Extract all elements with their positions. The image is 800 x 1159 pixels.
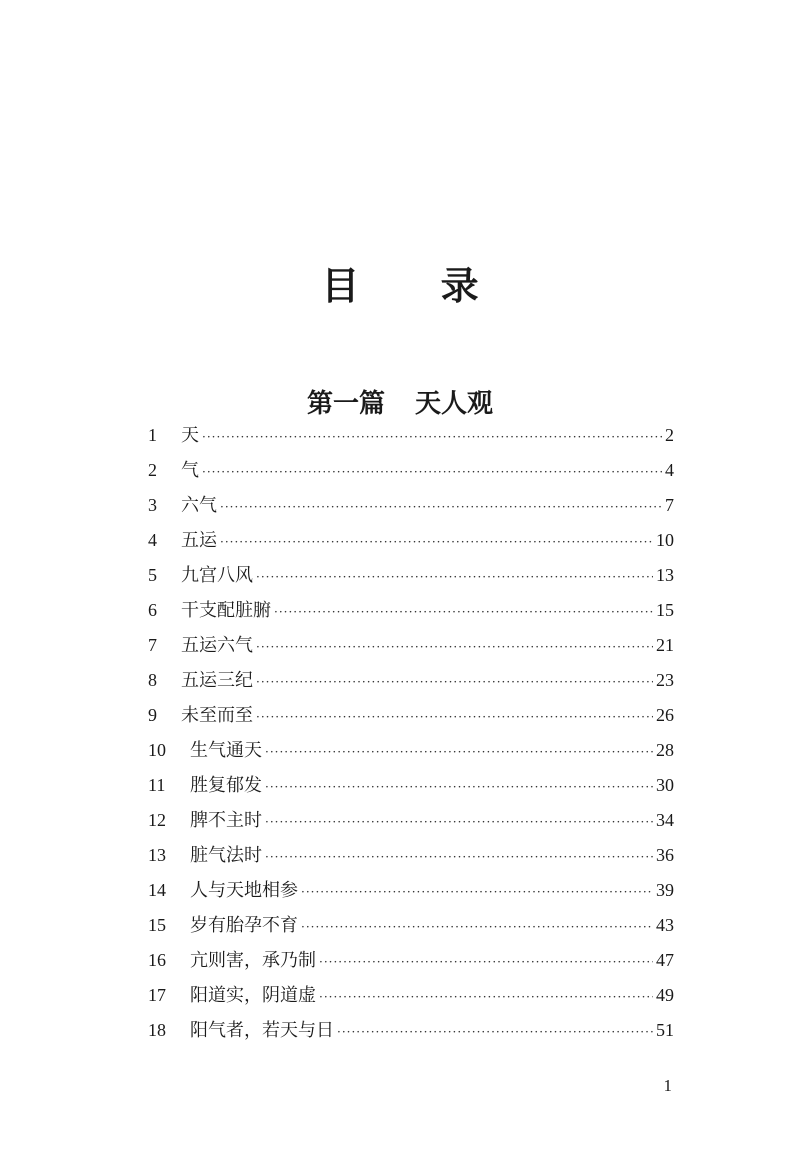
entry-title: 亢则害，承乃制 <box>190 950 316 971</box>
dot-leader <box>265 840 653 875</box>
entry-number: 14 <box>148 880 166 900</box>
entry-page: 21 <box>656 635 674 655</box>
toc-entry[interactable] <box>148 1013 674 1048</box>
entry-page: 2 <box>665 425 674 445</box>
entry-title: 人与天地相参 <box>190 880 298 901</box>
entry-page: 23 <box>656 670 674 690</box>
toc-entry[interactable] <box>148 558 674 593</box>
entry-number: 11 <box>148 775 166 795</box>
dot-leader <box>265 805 653 840</box>
entry-page: 36 <box>656 845 674 865</box>
toc-entry[interactable] <box>148 698 674 733</box>
entry-page: 39 <box>656 880 674 900</box>
toc-entry[interactable] <box>148 908 674 943</box>
toc-entry[interactable] <box>148 838 674 873</box>
entry-number: 8 <box>148 670 157 690</box>
entry-page: 10 <box>656 530 674 550</box>
toc-entry[interactable] <box>148 663 674 698</box>
dot-leader <box>319 980 653 1015</box>
entry-title: 阳气者，若天与日 <box>190 1020 334 1041</box>
toc-entry[interactable] <box>148 523 674 558</box>
entry-title: 生气通天 <box>190 740 262 761</box>
toc-entry[interactable] <box>148 628 674 663</box>
dot-leader <box>256 560 653 595</box>
entry-title: 五运六气 <box>181 635 253 656</box>
entry-number: 9 <box>148 705 157 725</box>
dot-leader <box>265 770 653 805</box>
part-name: 天人观 <box>415 388 494 419</box>
toc-entry[interactable] <box>148 453 674 488</box>
entry-title: 天 <box>181 425 199 446</box>
entry-page: 26 <box>656 705 674 725</box>
toc-entry[interactable] <box>148 418 674 453</box>
dot-leader <box>319 945 653 980</box>
entry-title: 气 <box>181 460 199 481</box>
dot-leader <box>256 630 653 665</box>
entry-page: 34 <box>656 810 674 830</box>
entry-page: 4 <box>665 460 674 480</box>
page-number: 1 <box>663 1076 672 1095</box>
entry-number: 7 <box>148 635 157 655</box>
entry-title: 五运 <box>181 530 217 551</box>
entry-number: 13 <box>148 845 166 865</box>
dot-leader <box>301 910 653 945</box>
entry-page: 49 <box>656 985 674 1005</box>
entry-number: 12 <box>148 810 166 830</box>
dot-leader <box>256 700 653 735</box>
entry-page: 43 <box>656 915 674 935</box>
entry-page: 28 <box>656 740 674 760</box>
toc-entry[interactable] <box>148 768 674 803</box>
entry-page: 51 <box>656 1020 674 1040</box>
dot-leader <box>220 525 653 560</box>
entry-page: 7 <box>665 495 674 515</box>
entry-title: 岁有胎孕不育 <box>190 915 298 936</box>
entry-page: 15 <box>656 600 674 620</box>
entry-title: 九宫八风 <box>181 565 253 586</box>
entry-number: 2 <box>148 460 157 480</box>
entry-number: 18 <box>148 1020 166 1040</box>
entry-title: 脏气法时 <box>190 845 262 866</box>
dot-leader <box>202 455 662 490</box>
entry-page: 30 <box>656 775 674 795</box>
part-label: 第一篇 <box>306 388 385 419</box>
toc-entry[interactable] <box>148 943 674 978</box>
entry-title: 干支配脏腑 <box>181 600 271 621</box>
entry-title: 脾不主时 <box>190 810 262 831</box>
dot-leader <box>337 1015 653 1050</box>
toc-entry[interactable] <box>148 873 674 908</box>
page-title: 目 录 <box>321 263 513 309</box>
entry-title: 未至而至 <box>181 705 253 726</box>
entry-title: 五运三纪 <box>181 670 253 691</box>
entry-title: 胜复郁发 <box>190 775 262 796</box>
dot-leader <box>256 665 653 700</box>
dot-leader <box>274 595 653 630</box>
entry-number: 3 <box>148 495 157 515</box>
dot-leader <box>220 490 662 525</box>
entry-number: 15 <box>148 915 166 935</box>
entry-number: 10 <box>148 740 166 760</box>
toc-entry[interactable] <box>148 978 674 1013</box>
toc-entry[interactable] <box>148 733 674 768</box>
toc-entry[interactable] <box>148 803 674 838</box>
dot-leader <box>265 735 653 770</box>
entry-title: 六气 <box>181 495 217 516</box>
entry-page: 47 <box>656 950 674 970</box>
entry-number: 6 <box>148 600 157 620</box>
entry-number: 4 <box>148 530 157 550</box>
entry-page: 13 <box>656 565 674 585</box>
toc-entry[interactable] <box>148 488 674 523</box>
dot-leader <box>301 875 653 910</box>
entry-title: 阳道实，阴道虚 <box>190 985 316 1006</box>
dot-leader <box>202 420 662 455</box>
entry-number: 1 <box>148 425 157 445</box>
entry-number: 16 <box>148 950 166 970</box>
entry-number: 17 <box>148 985 166 1005</box>
toc-entry[interactable] <box>148 593 674 628</box>
table-of-contents <box>148 418 674 1048</box>
entry-number: 5 <box>148 565 157 585</box>
